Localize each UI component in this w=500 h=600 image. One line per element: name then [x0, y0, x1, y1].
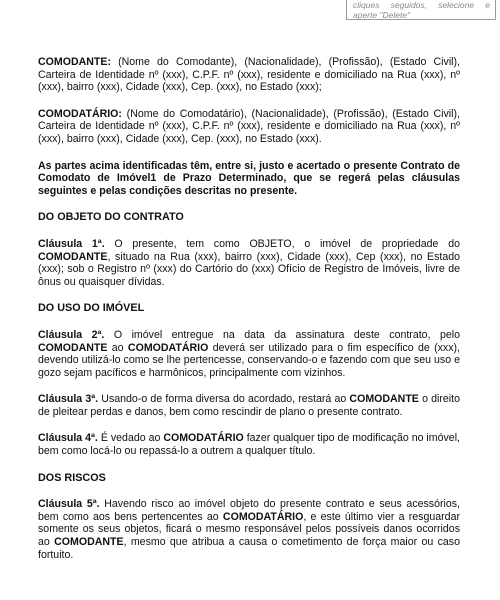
section-heading-riscos: DOS RISCOS: [38, 471, 106, 484]
clausula-4-text-1: É vedado ao: [97, 432, 164, 445]
clausula-5-text-1: Havendo risco ao imóvel objeto do presente contrato e seus acessórios, bem como aos bens pertencentes ao: [38, 498, 461, 523]
clausula-1-bold-1: COMODANTE: [38, 250, 108, 263]
clausula-2-text-3: deverá ser utilizado para o fim específico de (xxx), devendo utilizá-lo como se lhe pertencesse, conservando-o e fazendo com que seu uso e gozo sejam pacíficos e harmônicos, principalmente com vizinhos.: [38, 341, 460, 379]
clausula-4-bold-1: COMODATÁRIO: [163, 432, 244, 445]
clausula-2-bold-1: COMODANTE: [38, 341, 108, 354]
clausula-2: [38, 329, 460, 379]
clausula-4-label: Cláusula 4ª.: [38, 432, 98, 445]
clausula-5-label: Cláusula 5ª.: [38, 498, 100, 511]
clausula-3-bold-1: COMODANTE: [349, 393, 419, 406]
intro-text: As partes acima identificadas têm, entre si, justo e acertado o presente Contrato de Comodato de Imóvel1 de Prazo Determinado, que se regerá pelas cláusulas seguintes e pelas condições descritas no presente.: [38, 159, 460, 197]
clausula-2-text-2: ao: [107, 341, 128, 354]
clausula-2-bold-2: COMODATÁRIO: [127, 341, 209, 354]
comodatario-label: COMODATÁRIO:: [38, 107, 122, 120]
clausula-2-text-1: O imóvel entregue na data da assinatura deste contrato, pelo: [104, 328, 460, 341]
comodatario-text: (Nome do Comodatário), (Nacionalidade), (Profissão), (Estado Civil), Carteira de Identidade nº (xxx), C.P.F. nº (xxx), residente e domiciliado na Rua (xxx), nº (xxx), bairro (xxx), Cidade (xxx), Cep. (xxx), no Estado (xxx).: [38, 107, 460, 145]
clausula-3-label: Cláusula 3ª.: [38, 393, 99, 406]
clausula-4: [38, 432, 460, 457]
comodatario-paragraph: [38, 108, 460, 146]
instruction-note: [346, 0, 496, 20]
clausula-1: [38, 238, 460, 288]
clausula-1-text-2: , situado na Rua (xxx), bairro (xxx), Cidade (xxx), Cep (xxx), no Estado (xxx); sob o Registro nº (xxx) do Cartório do (xxx) Ofício de Registro de Imóveis, livre de ônus ou quaisquer dívidas.: [38, 250, 460, 288]
clausula-1-text-1: O presente, tem como OBJETO, o imóvel de propriedade do: [104, 237, 460, 250]
instruction-note-text: cliques seguidos, selecione e aperte "Delete": [353, 0, 490, 20]
clausula-1-label: Cláusula 1ª.: [38, 237, 105, 250]
intro-paragraph: [38, 160, 460, 198]
clausula-4-text-2: fazer qualquer tipo de modificação no imóvel, bem como locá-lo ou repassá-lo a outrem a qualquer título.: [38, 432, 460, 458]
clausula-5-bold-2: COMODANTE: [54, 536, 124, 549]
section-heading-uso: DO USO DO IMÓVEL: [38, 302, 145, 315]
contract-body: [38, 56, 460, 575]
clausula-5-text-2: , e este último vier a resguardar somente os seus objetos, ficará o mesmo responsável pelos possíveis danos ocorridos ao: [38, 510, 460, 549]
clausula-5-text-3: , mesmo que atribua a causa o cometimento de força maior ou caso fortuito.: [38, 536, 460, 561]
clausula-3: [38, 393, 460, 418]
comodante-paragraph: [38, 56, 460, 94]
clausula-2-label: Cláusula 2ª.: [38, 328, 105, 341]
clausula-5: [38, 498, 460, 561]
clausula-5-bold-1: COMODATÁRIO: [222, 510, 304, 523]
comodante-label: COMODANTE:: [38, 56, 111, 68]
section-heading-objeto: DO OBJETO DO CONTRATO: [38, 211, 184, 224]
comodante-text: (Nome do Comodante), (Nacionalidade), (Profissão), (Estado Civil), Carteira de Identidade nº (xxx), C.P.F. nº (xxx), residente e domiciliado na Rua (xxx), nº (xxx), bairro (xxx), Cidade (xxx), Cep. (xxx), no Estado (xxx);: [38, 56, 460, 94]
clausula-3-text-2: o direito de pleitear perdas e danos, bem como rescindir de plano o presente contrato.: [38, 393, 460, 418]
clausula-3-text-1: Usando-o de forma diversa do acordado, restará ao: [98, 393, 350, 406]
